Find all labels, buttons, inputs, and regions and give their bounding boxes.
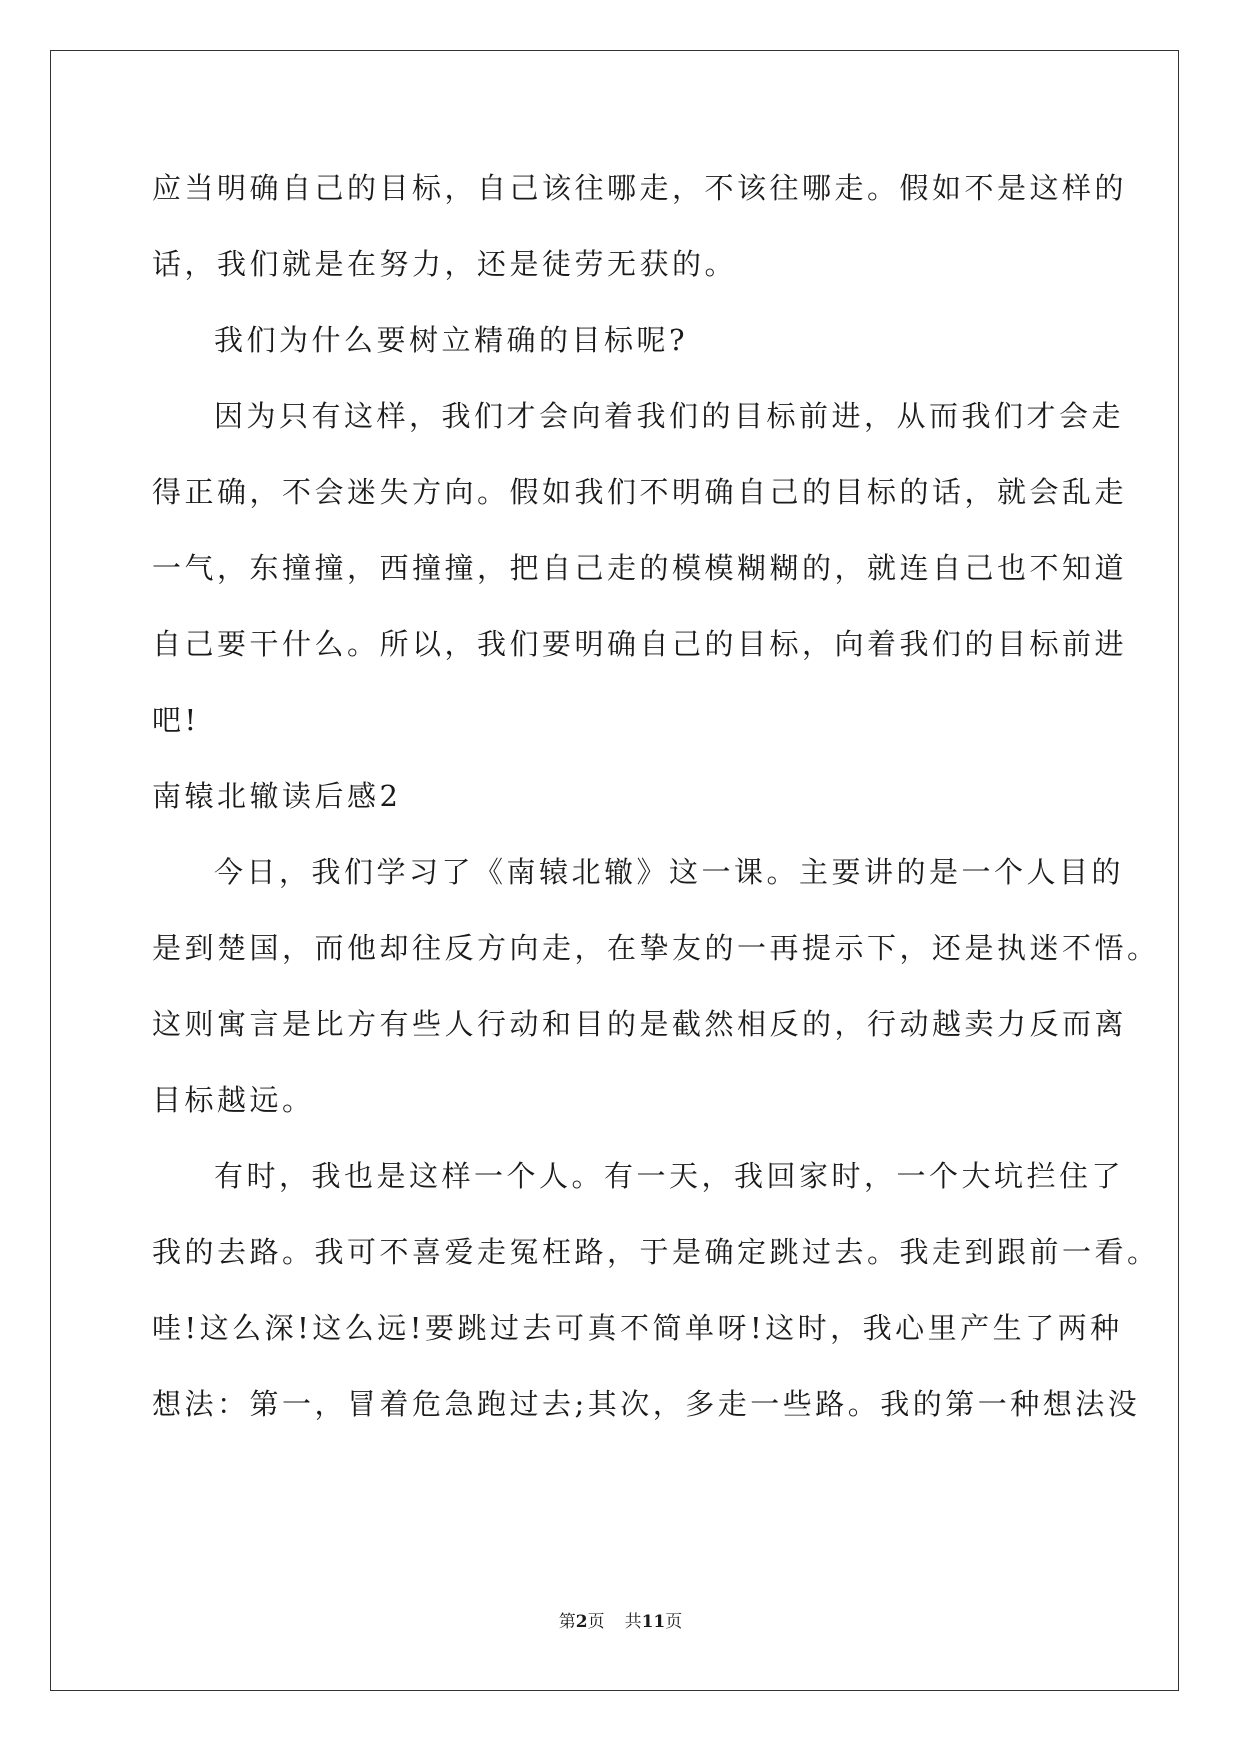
page-total: 11 — [641, 1612, 666, 1632]
page-current: 2 — [575, 1612, 588, 1632]
text-line: 目标越远。 — [152, 1083, 315, 1117]
text-line: 得正确，不会迷失方向。假如我们不明确自己的目标的话，就会乱走 — [152, 475, 1128, 509]
total-prefix: 共 — [624, 1612, 642, 1632]
text-line: 今日，我们学习了《南辕北辙》这一课。主要讲的是一个人目的 — [214, 855, 1125, 889]
text-line: 自己要干什么。所以，我们要明确自己的目标，向着我们的目标前进 — [152, 627, 1128, 661]
text-line: 因为只有这样，我们才会向着我们的目标前进，从而我们才会走 — [214, 399, 1125, 433]
text-line: 这则寓言是比方有些人行动和目的是截然相反的，行动越卖力反而离 — [152, 1007, 1128, 1041]
page-unit: 页 — [587, 1612, 605, 1632]
text-line: 哇!这么深!这么远!要跳过去可真不简单呀!这时，我心里产生了两种 — [152, 1311, 1123, 1345]
text-line: 吧! — [152, 703, 200, 737]
text-line: 是到楚国，而他却往反方向走，在挚友的一再提示下，还是执迷不悟。 — [152, 931, 1160, 965]
page-prefix: 第 — [558, 1612, 576, 1632]
text-line: 我的去路。我可不喜爱走冤枉路，于是确定跳过去。我走到跟前一看。 — [152, 1235, 1160, 1269]
text-line: 想法：第一，冒着危急跑过去;其次，多走一些路。我的第一种想法没 — [152, 1387, 1141, 1421]
total-unit: 页 — [665, 1612, 683, 1632]
section-heading: 南辕北辙读后感2 — [152, 779, 402, 813]
text-line: 我们为什么要树立精确的目标呢? — [214, 323, 689, 357]
text-line: 应当明确自己的目标，自己该往哪走，不该往哪走。假如不是这样的 — [152, 171, 1128, 205]
page-footer — [0, 1610, 1241, 1634]
text-line: 话，我们就是在努力，还是徒劳无获的。 — [152, 247, 738, 281]
text-line: 一气，东撞撞，西撞撞，把自己走的模模糊糊的，就连自己也不知道 — [152, 551, 1128, 585]
text-line: 有时，我也是这样一个人。有一天，我回家时，一个大坑拦住了 — [214, 1159, 1125, 1193]
